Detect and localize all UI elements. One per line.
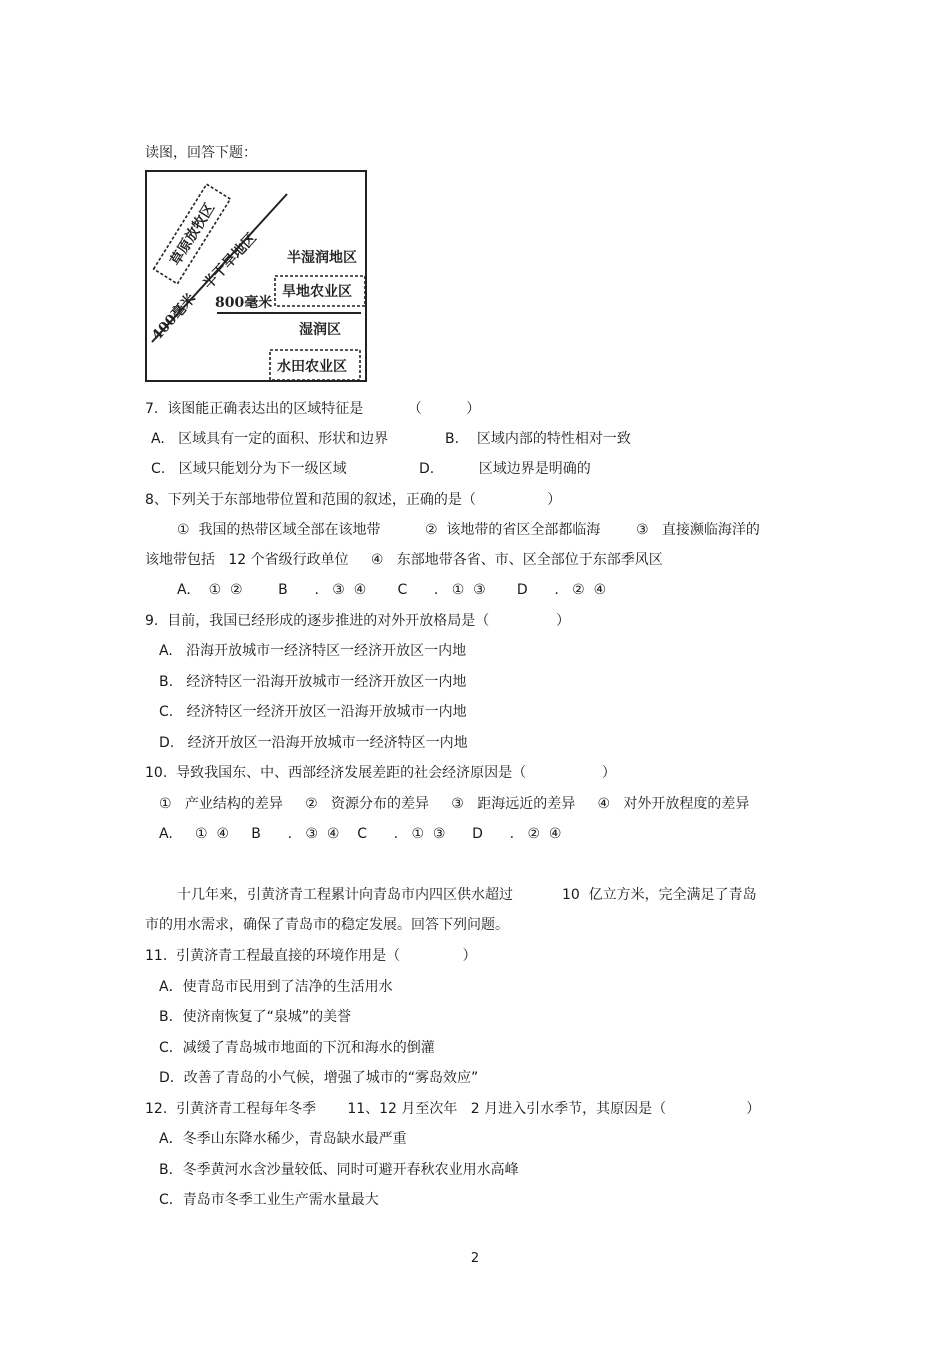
region-diagram-svg — [147, 172, 365, 380]
q9-option-b: B. 经济特区一沿海开放城市一经济开放区一内地 — [159, 674, 467, 690]
q7-stem: 7. 该图能正确表达出的区域特征是 （ ） — [145, 401, 481, 417]
label-400mm: 400毫米 — [148, 290, 200, 344]
q9-option-c: C. 经济特区一经济开放区一沿海开放城市一内地 — [159, 704, 467, 720]
q7-option-b: B. 区域内部的特性相对一致 — [445, 431, 631, 447]
q12-option-a: A．冬季山东降水稀少，青岛缺水最严重 — [159, 1131, 407, 1147]
intro-text: 读图，回答下题： — [145, 145, 257, 161]
q11-option-c: C．减缓了青岛城市地面的下沉和海水的倒灌 — [159, 1040, 435, 1056]
label-800mm: 800毫米 — [215, 295, 273, 311]
q9-option-d: D. 经济开放区一沿海开放城市一经济特区一内地 — [159, 735, 468, 751]
q12-option-b: B．冬季黄河水含沙量较低、同时可避开春秋农业用水高峰 — [159, 1162, 519, 1178]
label-dryfarm: 旱地农业区 — [282, 284, 352, 300]
q8-stem: 8、下列关于东部地带位置和范围的叙述，正确的是（ ） — [145, 492, 562, 508]
q8-line1: ① 我国的热带区域全部在该地带 ② 该地带的省区全部都临海 ③ 直接濒临海洋的 — [177, 522, 760, 538]
q10-options: A. ① ④ B . ③ ④ C . ① ③ D . ② ④ — [159, 826, 562, 842]
passage-line1: 十几年来，引黄济青工程累计向青岛市内四区供水超过 10 亿立方米，完全满足了青岛 — [177, 887, 757, 903]
q11-option-d: D．改善了青岛的小气候，增强了城市的“雾岛效应” — [159, 1070, 479, 1086]
label-semihumid: 半湿润地区 — [287, 250, 357, 266]
label-grassland: 草原放牧区 — [167, 200, 219, 269]
q12-stem: 12. 引黄济青工程每年冬季 11、12 月至次年 2 月进入引水季节，其原因是（ ） — [145, 1101, 761, 1117]
q12-option-c: C．青岛市冬季工业生产需水量最大 — [159, 1192, 379, 1208]
q10-line1: ① 产业结构的差异 ② 资源分布的差异 ③ 距海远近的差异 ④ 对外开放程度的差异 — [159, 796, 750, 812]
page-number: 2 — [470, 1251, 480, 1266]
q7-option-c: C. 区域只能划分为下一级区域 — [151, 461, 347, 477]
q11-option-a: A．使青岛市民用到了洁净的生活用水 — [159, 979, 393, 995]
q7-option-a: A. 区域具有一定的面积、形状和边界 — [151, 431, 389, 447]
label-semiarid: 半干旱地区 — [200, 230, 260, 293]
label-paddy: 水田农业区 — [277, 359, 347, 375]
q9-stem: 9. 目前，我国已经形成的逐步推进的对外开放格局是（ ） — [145, 613, 571, 629]
q9-option-a: A. 沿海开放城市一经济特区一经济开放区一内地 — [159, 643, 467, 659]
q7-option-d: D. 区域边界是明确的 — [419, 461, 591, 477]
region-diagram — [145, 170, 367, 382]
passage-line2: 市的用水需求，确保了青岛市的稳定发展。回答下列问题。 — [145, 917, 509, 933]
q8-line2: 该地带包括 12 个省级行政单位 ④ 东部地带各省、市、区全部位于东部季风区 — [145, 552, 663, 568]
q8-options: A. ① ② B . ③ ④ C . ① ③ D . ② ④ — [177, 582, 607, 598]
q10-stem: 10. 导致我国东、中、西部经济发展差距的社会经济原因是（ ） — [145, 765, 616, 781]
q11-stem: 11. 引黄济青工程最直接的环境作用是（ ） — [145, 948, 477, 964]
label-humid: 湿润区 — [299, 322, 341, 338]
q11-option-b: B．使济南恢复了“泉城”的美誉 — [159, 1009, 352, 1025]
